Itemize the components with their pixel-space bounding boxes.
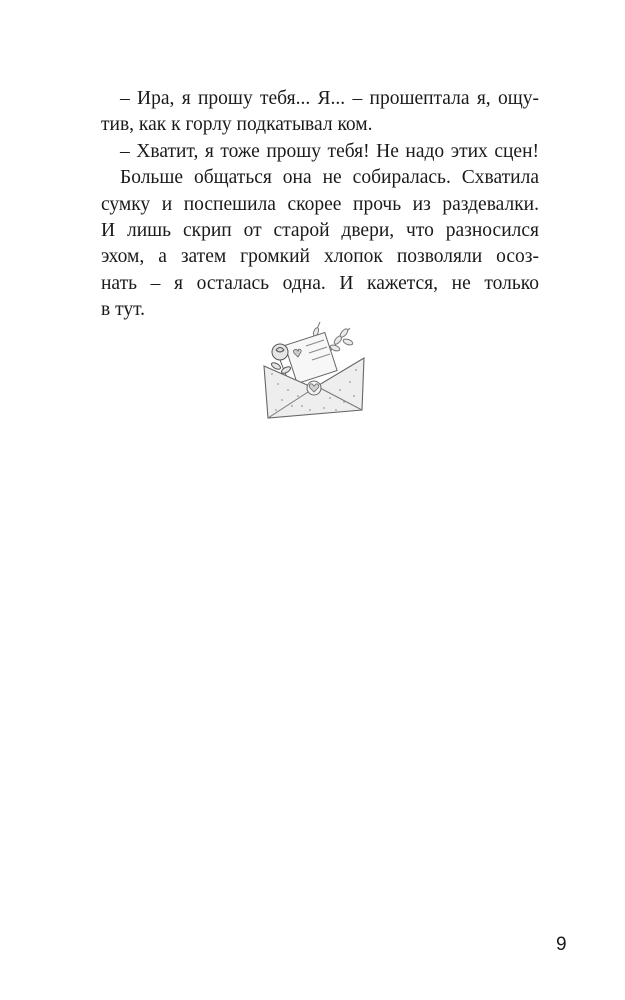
page-number: 9	[556, 934, 567, 955]
text-line: – Ира, я прошу тебя... Я... – прошептала я, ощу-	[120, 88, 539, 109]
text-line: нать – я осталась одна. И кажется, не только	[101, 272, 539, 294]
text-line: И лишь скрип от старой двери, что разносился	[101, 220, 539, 242]
text-line: в тут.	[101, 299, 146, 321]
envelope-with-flowers-icon	[258, 318, 370, 420]
text-line: эхом, а затем громкий хлопок позволяли осоз-	[101, 246, 539, 268]
body-text	[101, 86, 539, 324]
text-line: Больше общаться она не собиралась. Схватила	[120, 167, 539, 189]
text-line: – Хватит, я тоже прошу тебя! Не надо этих сцен!	[120, 140, 539, 162]
text-line: сумку и поспешила скорее прочь из раздевалки.	[101, 193, 539, 215]
text-line: тив, как к горлу подкатывал ком.	[101, 114, 373, 136]
